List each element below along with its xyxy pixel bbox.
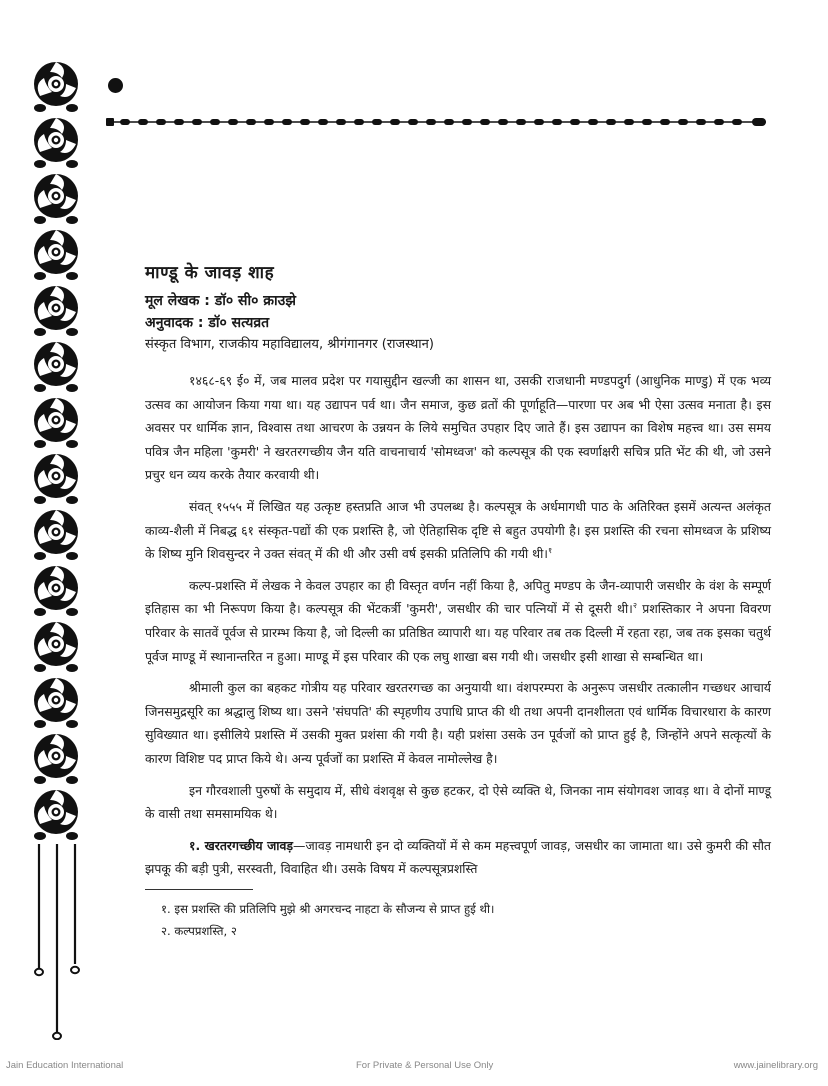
footnote-divider — [145, 889, 253, 890]
affiliation: संस्कृत विभाग, राजकीय महाविद्यालय, श्रीगंगानगर (राजस्थान) — [145, 337, 434, 352]
paragraph-2: संवत् १५५५ में लिखित यह उत्कृष्ट हस्तप्रति आज भी उपलब्ध है। कल्पसूत्र के अर्धमागधी पाठ के अतिरिक्त इसमें अत्यन्त अलंकृत काव्य-शैली में निबद्ध ६१ संस्कृत-पद्यों की एक प्रशस्ति है, जो ऐतिहासिक दृष्टि से बहुत उपयोगी है। इस प्रशस्ति की रचना सोमध्वज के प्रशिष्य के शिष्य मुनि शिवसुन्दर ने उक्त संवत् में की थी और उसी वर्ष इसकी प्रतिलिपि की गयी थी।$^१$ — [145, 498, 771, 562]
article-title: माण्डू के जावड़ शाह — [145, 263, 275, 283]
footnote-1: १. इस प्रशस्ति की प्रतिलिपि मुझे श्री अगरचन्द नाहटा के सौजन्य से प्राप्त हुई थी। — [161, 901, 495, 916]
pendant-ornament-icon — [28, 820, 84, 1040]
paragraph-4: श्रीमाली कुल का बहकट गोत्रीय यह परिवार खरतरगच्छ का अनुयायी था। वंशपरम्परा के अनुरूप जसधीर तत्कालीन गच्छधर आचार्य जिनसमुद्रसूरि का श्रद्धालु शिष्य था। उसने 'संघपति' की स्पृहणीय उपाधि प्राप्त की थी तथा अपनी दानशीलता एवं धार्मिक विचारधारा के कारण सुविख्यात था। इसीलिये प्रशस्ति में उसकी मुक्त प्रशंसा की गयी है। यही प्रशंसा उसके उन पूर्वजों को प्राप्त हुई है, जिन्होंने अपने सत्कृत्यों के कारण विशिष्ट पद प्राप्त किये थे। अन्य पूर्वजों का प्रशस्ति में केवल नामोल्लेख है। — [145, 680, 771, 766]
footer-usage-note: For Private & Personal Use Only — [356, 1060, 494, 1071]
footnote-ref: २ — [632, 601, 638, 611]
original-author: मूल लेखक : डॉ० सी० क्राउझे — [145, 293, 296, 309]
article-body — [145, 262, 771, 942]
paragraph-6: १. खरतरगच्छीय जावड़—जावड़ नामधारी इन दो व्यक्तियों में से कम महत्त्वपूर्ण जावड़, जसधीर का जामाता था। उसे कुमरी की सौत झपकू की बड़ी पुत्री, सरस्वती, विवाहित थी। उसके विषय में कल्पसूत्रप्रशस्ति — [145, 837, 771, 877]
paragraph-3: कल्प-प्रशस्ति में लेखक ने केवल उपहार का ही विस्तृत वर्णन नहीं किया है, अपितु मण्डप के जैन-व्यापारी जसधीर के वंश के सम्पूर्ण इतिहास का भी निरूपण किया है। कल्पसूत्र की भेंटकर्त्री 'कुमरी', जसधीर की चार पत्नियों में से दूसरी थी।$^२$ प्रशस्तिकार ने अपना विवरण परिवार के सातवें पूर्वज से प्रारम्भ किया है, जो दिल्ली का प्रतिष्ठित व्यापारी था। यह परिवार तब तक दिल्ली में रहता रहा, जब तक इसका चतुर्थ पूर्वज माण्डू में स्थानान्तरित न हुआ। माण्डू में इस परिवार की एक लघु शाखा बस गयी थी। जसधीर इसी शाखा से सम्बन्धित था। — [145, 577, 771, 664]
paragraph-5: इन गौरवशाली पुरुषों के समुदाय में, सीधे वंशवृक्ष से कुछ हटकर, दो ऐसे व्यक्ति थे, जिनका नाम संयोगवश जावड़ था। वे दोनों माण्डू के वासी तथा समसामयिक थे। — [145, 782, 771, 822]
ornament-dot-icon — [108, 78, 123, 93]
footer-website-link[interactable]: www.jainelibrary.org — [733, 1060, 818, 1071]
footnote-ref: १ — [547, 546, 553, 556]
dotted-ornamental-rule — [106, 116, 766, 128]
section-heading: १. खरतरगच्छीय जावड़ — [189, 837, 294, 853]
footer-publisher: Jain Education International — [6, 1060, 124, 1071]
paragraph-1: १४६८-६९ ई० में, जब मालव प्रदेश पर गयासुद्दीन खल्जी का शासन था, उसकी राजधानी मण्डपदुर्ग (आधुनिक माण्डु) में एक भव्य उत्सव का आयोजन किया गया था। यह उद्यापन पर्व था। जैन समाज, कुछ व्रतों की पूर्णाहूति—पारणा पर अब भी ऐसा उत्सव मनाता है। इस अवसर पर धार्मिक ज्ञान, विश्वास तथा आचरण के उन्नयन के लिये समुचित उपहार दिए जाते हैं। इस उद्यापन का विशेष महत्त्व था। उस समय पवित्र जैन महिला 'कुमरी' ने खरतरगच्छीय जैन यति वाचनाचार्य 'सोमध्वज' को कल्पसूत्र की एक स्वर्णाक्षरी सचित्र प्रति भेंट की थी, जो उसने प्रचुर धन व्यय करके तैयार करवायी थी। — [145, 373, 771, 483]
footnote-2: २. कल्पप्रशस्ति, २ — [161, 923, 237, 938]
translator: अनुवादक : डॉ० सत्यव्रत — [145, 315, 270, 331]
paisley-swirl-border-icon — [28, 58, 84, 848]
